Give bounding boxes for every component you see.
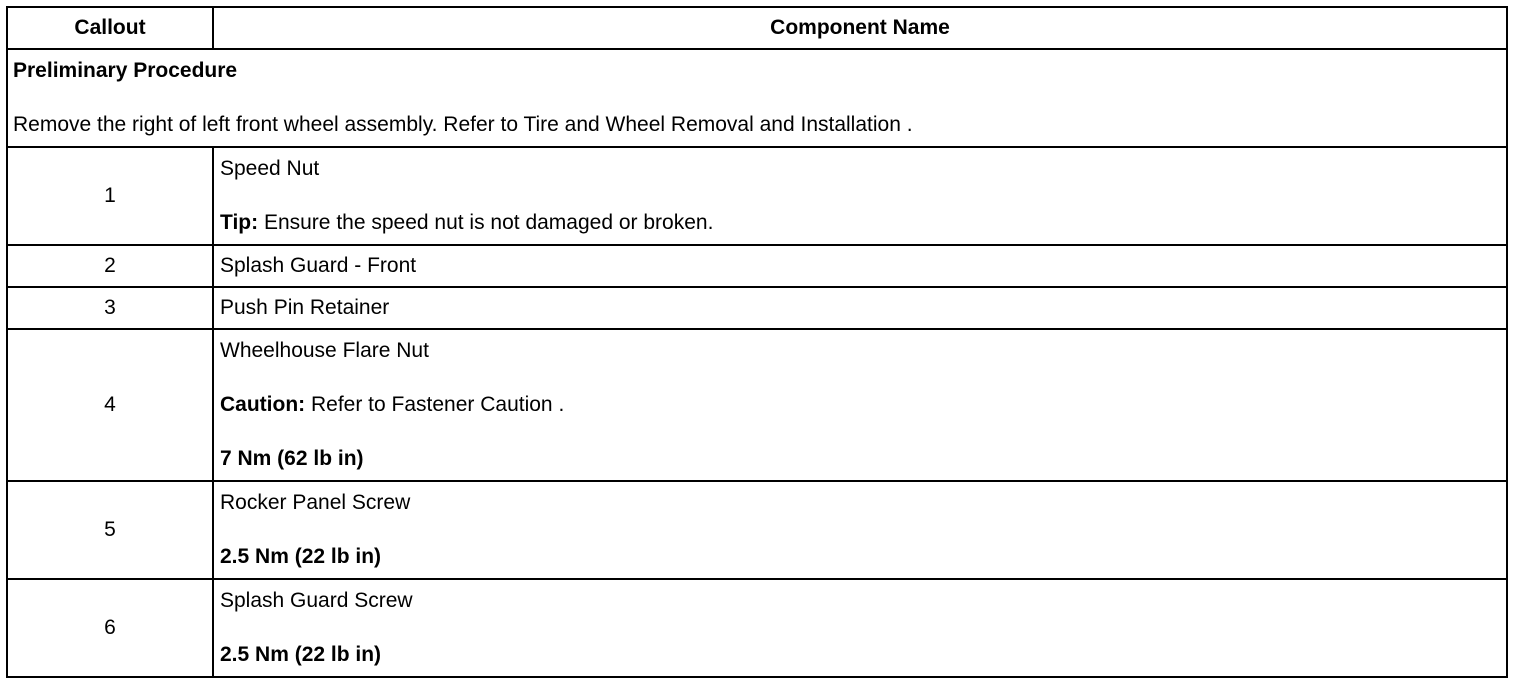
component-name: Wheelhouse Flare Nut bbox=[220, 339, 429, 362]
component-name: Speed Nut bbox=[220, 157, 320, 180]
component-cell bbox=[213, 481, 1507, 579]
header-callout: Callout bbox=[7, 7, 213, 49]
tip-label: Tip: bbox=[220, 211, 259, 234]
tip-note bbox=[220, 210, 1500, 236]
component-cell bbox=[213, 579, 1507, 677]
preliminary-procedure-row bbox=[7, 49, 1507, 147]
caution-text: Refer to Fastener Caution . bbox=[305, 393, 565, 416]
component-name: Rocker Panel Screw bbox=[220, 491, 411, 514]
table-row bbox=[7, 481, 1507, 579]
table-row bbox=[7, 579, 1507, 677]
callout-number: 1 bbox=[7, 147, 213, 245]
table-row bbox=[7, 329, 1507, 481]
callout-number: 5 bbox=[7, 481, 213, 579]
torque-spec: 2.5 Nm (22 lb in) bbox=[220, 643, 382, 666]
caution-note bbox=[220, 392, 1500, 418]
header-component-name: Component Name bbox=[213, 7, 1507, 49]
table-row bbox=[7, 287, 1507, 329]
table-row bbox=[7, 147, 1507, 245]
component-name: Splash Guard Screw bbox=[220, 589, 413, 612]
callout-number: 3 bbox=[7, 287, 213, 329]
tip-text: Ensure the speed nut is not damaged or broken. bbox=[258, 211, 714, 234]
torque-spec: 2.5 Nm (22 lb in) bbox=[220, 545, 382, 568]
component-table bbox=[6, 6, 1508, 678]
table-row bbox=[7, 245, 1507, 287]
component-name: Push Pin Retainer bbox=[213, 287, 1507, 329]
preliminary-procedure-cell bbox=[7, 49, 1507, 147]
component-cell bbox=[213, 147, 1507, 245]
callout-number: 4 bbox=[7, 329, 213, 481]
preliminary-procedure-title: Preliminary Procedure bbox=[13, 59, 238, 82]
callout-number: 6 bbox=[7, 579, 213, 677]
table-header-row bbox=[7, 7, 1507, 49]
component-name: Splash Guard - Front bbox=[213, 245, 1507, 287]
preliminary-procedure-text: Remove the right of left front wheel assembly. Refer to Tire and Wheel Removal and Installation . bbox=[13, 113, 913, 136]
callout-number: 2 bbox=[7, 245, 213, 287]
component-cell bbox=[213, 329, 1507, 481]
torque-spec: 7 Nm (62 lb in) bbox=[220, 447, 364, 470]
caution-label: Caution: bbox=[220, 393, 306, 416]
